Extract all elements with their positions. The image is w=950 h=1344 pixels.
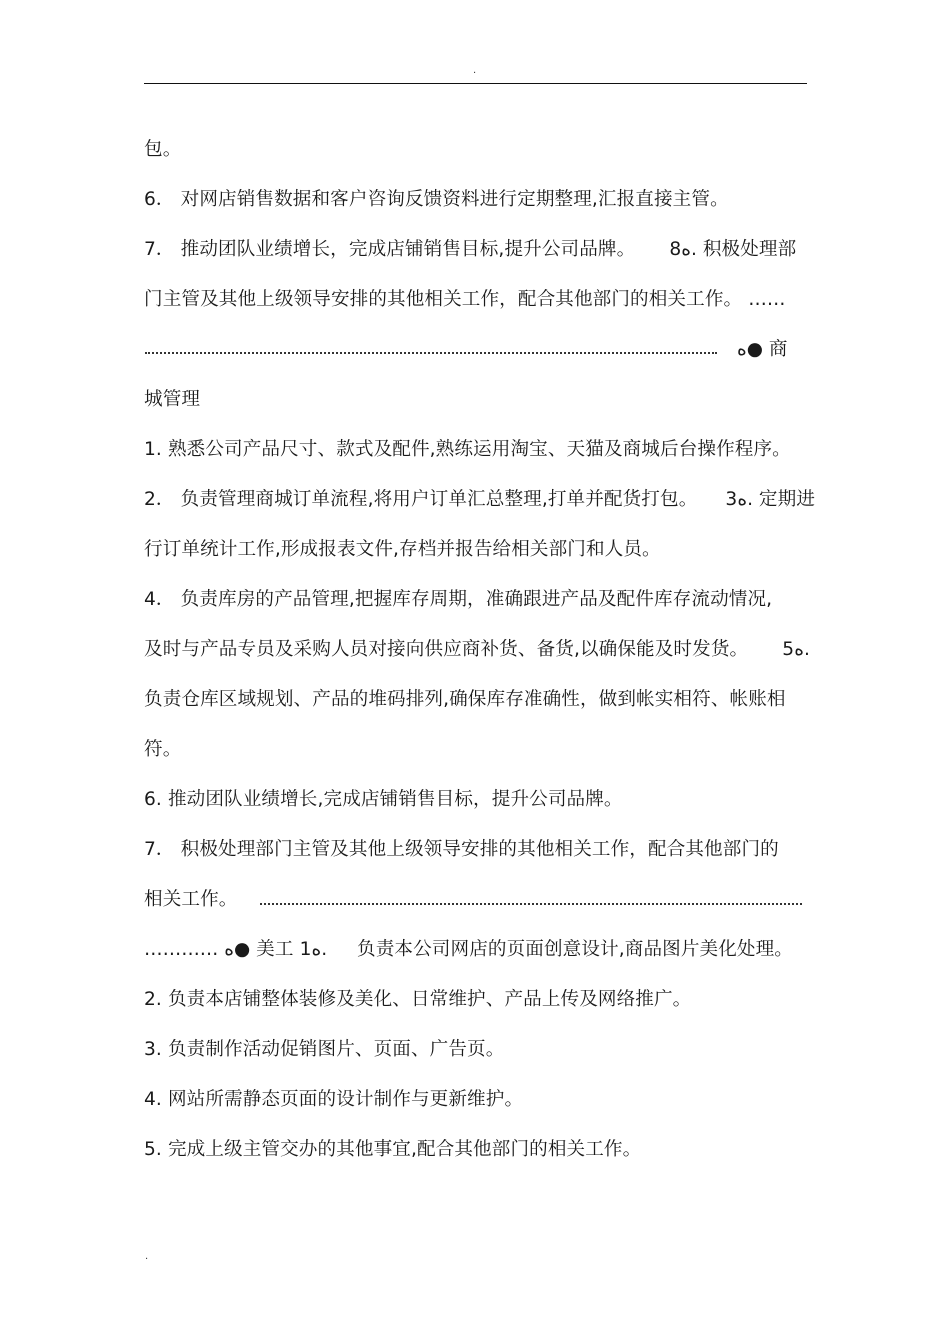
text-segment: 3ﻩ. 定期进 xyxy=(725,489,816,510)
text-segment: 及时与产品专员及采购人员对接向供应商补货、备货,以确保能及时发货。 xyxy=(144,639,749,660)
text-line: 符。 xyxy=(144,739,182,760)
header-dot: . xyxy=(473,65,477,76)
section-heading: 城管理 xyxy=(144,389,201,410)
text-line: 7． 积极处理部门主管及其他上级领导安排的其他相关工作，配合其他部门的 xyxy=(144,839,779,860)
text-segment: 2． 负责管理商城订单流程,将用户订单汇总整理,打单并配货打包。 xyxy=(144,489,698,510)
text-line xyxy=(144,635,810,665)
text-line xyxy=(144,485,815,515)
text-line: 负责仓库区域规划、产品的堆码排列,确保库存准确性，做到帐实相符、帐账相 xyxy=(144,689,786,710)
text-line: 相关工作。 xyxy=(144,889,238,910)
text-line: 6. 推动团队业绩增长,完成店铺销售目标，提升公司品牌。 xyxy=(144,789,623,810)
text-segment: 7． 推动团队业绩增长，完成店铺销售目标,提升公司品牌。 xyxy=(144,239,636,260)
text-line: 1. 熟悉公司产品尺寸、款式及配件,熟练运用淘宝、天猫及商城后台操作程序。 xyxy=(144,439,791,460)
text-line: 4. 网站所需静态页面的设计制作与更新维护。 xyxy=(144,1089,524,1110)
text-line: 门主管及其他上级领导安排的其他相关工作，配合其他部门的相关工作。 …… xyxy=(144,289,786,310)
text-segment: 5ﻩ. xyxy=(782,639,810,660)
text-line: 包。 xyxy=(144,139,182,160)
dotted-leader xyxy=(260,903,802,905)
text-segment: 负责本公司网店的页面创意设计,商品图片美化处理。 xyxy=(357,939,793,960)
dotted-leader xyxy=(145,352,717,354)
text-line: 2. 负责本店铺整体装修及美化、日常维护、产品上传及网络推广。 xyxy=(144,989,692,1010)
text-line xyxy=(144,235,796,265)
text-line: 3. 负责制作活动促销图片、页面、广告页。 xyxy=(144,1039,505,1060)
text-line: 行订单统计工作,形成报表文件,存档并报告给相关部门和人员。 xyxy=(144,539,661,560)
text-segment: ﻩ● 美工 1ﻩ. xyxy=(224,939,328,960)
text-line: 4． 负责库房的产品管理,把握库存周期，准确跟进产品及配件库存流动情况, xyxy=(144,589,773,610)
footer-dot: . xyxy=(145,1251,149,1262)
text-line: ﻩ● 商 xyxy=(737,339,788,360)
text-line xyxy=(144,935,793,965)
header-rule xyxy=(144,83,807,84)
text-line: 5. 完成上级主管交办的其他事宜,配合其他部门的相关工作。 xyxy=(144,1139,642,1160)
text-segment: ………… xyxy=(144,939,219,960)
text-segment: 8ﻩ. 积极处理部 xyxy=(669,239,797,260)
text-line: 6． 对网店销售数据和客户咨询反馈资料进行定期整理,汇报直接主管。 xyxy=(144,189,729,210)
